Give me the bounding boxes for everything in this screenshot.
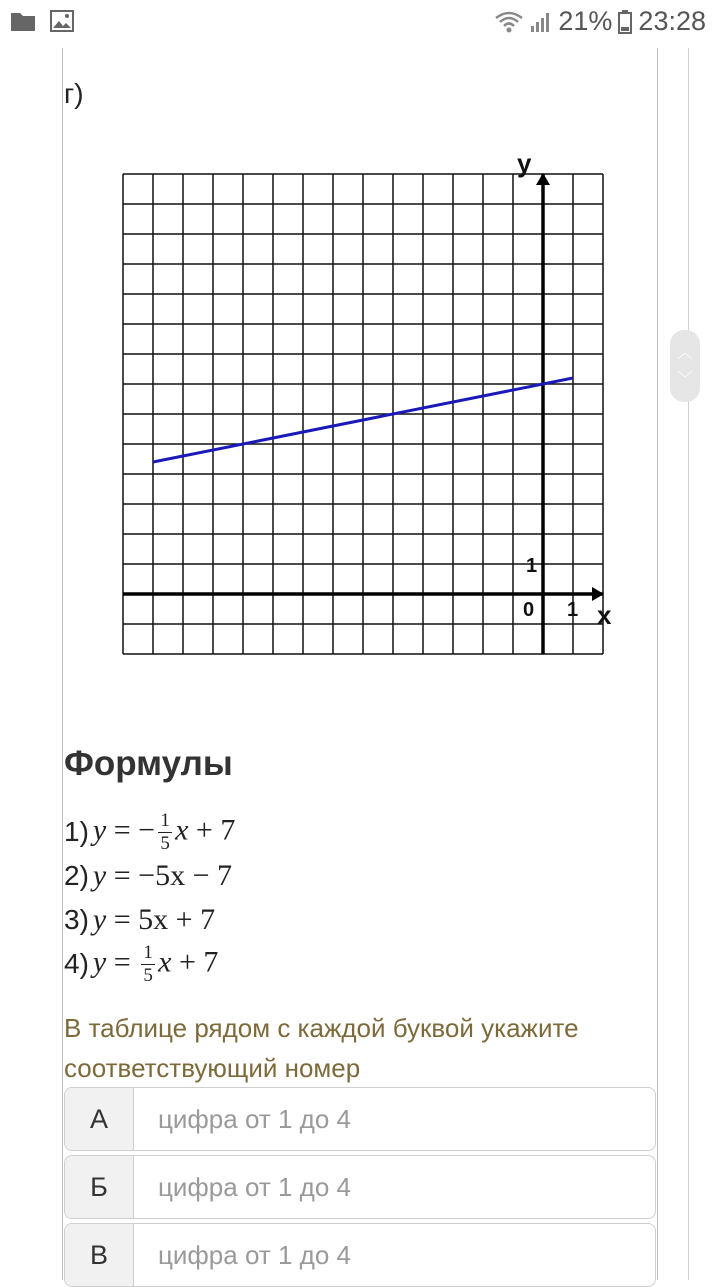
formula-1 bbox=[64, 810, 235, 854]
answer-input-b[interactable] bbox=[134, 1156, 655, 1218]
signal-icon bbox=[530, 11, 552, 33]
chevron-down-icon: ﹀ bbox=[676, 371, 693, 388]
status-bar bbox=[0, 0, 720, 48]
folder-icon bbox=[10, 10, 36, 32]
formula-rest: + 7 bbox=[195, 812, 236, 846]
formula-2 bbox=[64, 854, 235, 898]
scroll-handle[interactable] bbox=[670, 330, 700, 402]
status-left bbox=[10, 10, 74, 32]
problem-subtitle: г) bbox=[64, 78, 84, 109]
status-right bbox=[494, 6, 706, 37]
formula-lhs: y bbox=[92, 944, 107, 978]
coordinate-graph bbox=[110, 152, 620, 664]
formula-number: 4) bbox=[64, 948, 89, 979]
image-icon bbox=[50, 10, 74, 32]
formula-sign: − bbox=[138, 812, 156, 846]
clock: 23:28 bbox=[638, 6, 706, 36]
y-axis-label: y bbox=[517, 152, 532, 178]
formula-lhs: y bbox=[92, 903, 107, 936]
formula-number: 1) bbox=[64, 816, 89, 847]
formula-eq: = bbox=[113, 903, 131, 936]
answer-input-a[interactable] bbox=[134, 1088, 655, 1150]
formula-eq: = bbox=[113, 944, 131, 978]
formula-expression bbox=[92, 809, 236, 854]
formula-expression bbox=[92, 941, 219, 986]
answer-row-c bbox=[64, 1223, 656, 1287]
origin-label: 0 bbox=[523, 599, 535, 621]
fraction-numerator: 1 bbox=[160, 809, 170, 831]
page-rail bbox=[688, 48, 689, 1280]
x-axis-label: x bbox=[597, 600, 612, 630]
fraction bbox=[158, 809, 172, 854]
battery-percent: 21% bbox=[558, 6, 613, 36]
chevron-up-icon: ︿ bbox=[676, 345, 693, 362]
formula-expression bbox=[93, 859, 232, 893]
formula-expression bbox=[93, 903, 215, 937]
formula-lhs: y bbox=[92, 859, 107, 892]
fraction-denominator: 5 bbox=[143, 964, 153, 986]
formula-eq: = bbox=[113, 859, 131, 892]
formula-number: 2) bbox=[64, 860, 89, 891]
formula-3 bbox=[64, 898, 235, 942]
formula-lhs: y bbox=[92, 812, 107, 846]
battery-icon bbox=[618, 10, 632, 34]
formula-var: x bbox=[158, 944, 172, 978]
grid bbox=[123, 174, 603, 654]
formula-rhs: 5x + 7 bbox=[138, 903, 216, 936]
formula-eq: = bbox=[113, 812, 131, 846]
answer-input-c[interactable] bbox=[134, 1224, 655, 1286]
fraction-denominator: 5 bbox=[160, 832, 170, 854]
formulas-list bbox=[64, 810, 235, 986]
formula-4 bbox=[64, 942, 235, 986]
fraction bbox=[141, 941, 155, 986]
x-tick-1-label: 1 bbox=[567, 599, 579, 621]
y-tick-1-label: 1 bbox=[526, 555, 538, 577]
y-axis-arrow bbox=[536, 173, 550, 185]
wifi-icon bbox=[494, 10, 524, 34]
answer-label: Б bbox=[65, 1156, 134, 1218]
formula-number: 3) bbox=[64, 904, 89, 935]
answer-row-b bbox=[64, 1155, 656, 1219]
answer-label: А bbox=[65, 1088, 134, 1150]
fraction-numerator: 1 bbox=[143, 941, 153, 963]
formulas-title: Формулы bbox=[64, 744, 233, 783]
answer-row-a bbox=[64, 1087, 656, 1151]
instruction-text: В таблице рядом с каждой буквой укажите соответствующий номер bbox=[64, 1013, 579, 1083]
formula-rest: + 7 bbox=[178, 944, 219, 978]
answer-label: В bbox=[65, 1224, 134, 1286]
formula-var: x bbox=[175, 812, 189, 846]
x-axis-arrow bbox=[592, 587, 604, 601]
formula-rhs: −5x − 7 bbox=[138, 859, 232, 892]
